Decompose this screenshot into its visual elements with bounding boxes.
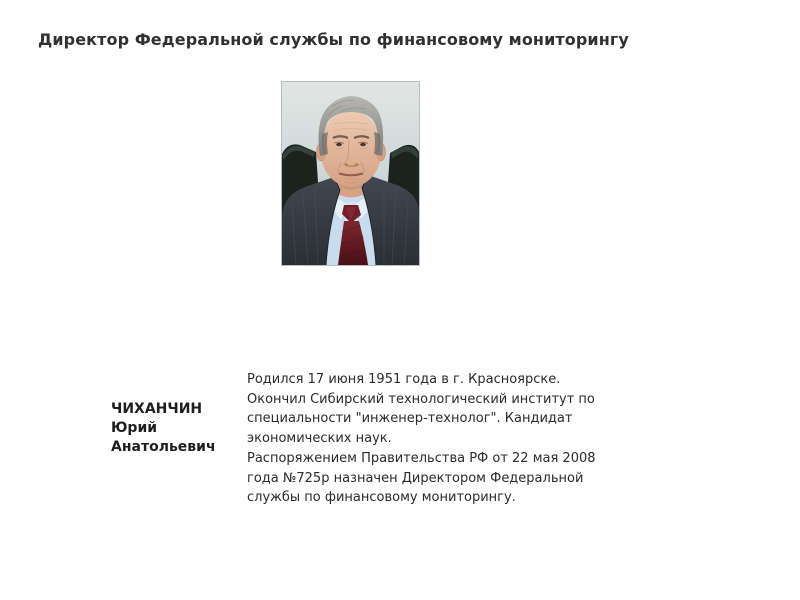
portrait-photo [281,81,420,266]
bio-line: года №725р назначен Директором Федеральной [247,470,584,486]
portrait-illustration [282,82,419,265]
person-first-name: Юрий [111,419,158,436]
person-surname: ЧИХАНЧИН [111,401,203,417]
person-patronymic: Анатольевич [111,438,216,455]
bio-line: экономических наук. [247,431,392,447]
bio-line: Родился 17 июня 1951 года в г. Красноярске. [247,372,561,387]
slide-title: Директор Федеральной службы по финансовому мониторингу [38,30,629,49]
bio-line: Окончил Сибирский технологический институт по [247,391,595,407]
person-name-block [111,400,216,456]
person-bio [247,370,596,508]
bio-line: Распоряжением Правительства РФ от 22 мая 2008 [247,450,596,466]
bio-line: службы по финансовому мониторингу. [247,490,516,506]
bio-line: специальности "инженер-технолог". Кандидат [247,411,573,427]
